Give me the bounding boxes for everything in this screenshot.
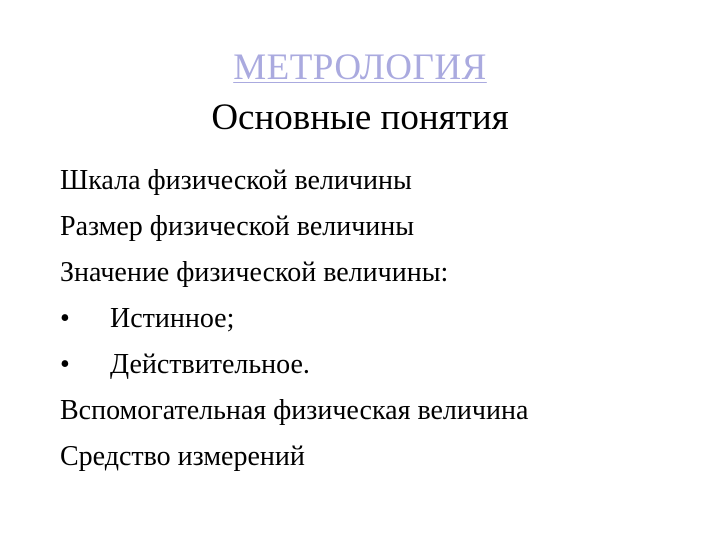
- list-item: [60, 204, 700, 250]
- list-item-text: Размер физической величины: [60, 211, 415, 242]
- page-subtitle: Основные понятия: [211, 97, 509, 138]
- list-item-text: Действительное.: [110, 349, 310, 380]
- title-block: [0, 44, 720, 142]
- list-item: [60, 388, 700, 434]
- bullet-icon: •: [60, 303, 70, 334]
- list-item-text: Значение физической величины:: [60, 257, 449, 288]
- list-item: [60, 158, 700, 204]
- title-link[interactable]: МЕТРОЛОГИЯ: [233, 47, 487, 88]
- list-item-bulleted: [60, 342, 700, 388]
- list-item-text: Средство измерений: [60, 441, 305, 472]
- list-item: [60, 250, 700, 296]
- list-item-text: Шкала физической величины: [60, 165, 412, 196]
- list-item: [60, 434, 700, 480]
- concept-list: [60, 158, 700, 480]
- bullet-icon: •: [60, 349, 70, 380]
- list-item-text: Вспомогательная физическая величина: [60, 395, 529, 426]
- list-item-bulleted: [60, 296, 700, 342]
- list-item-text: Истинное;: [110, 303, 235, 334]
